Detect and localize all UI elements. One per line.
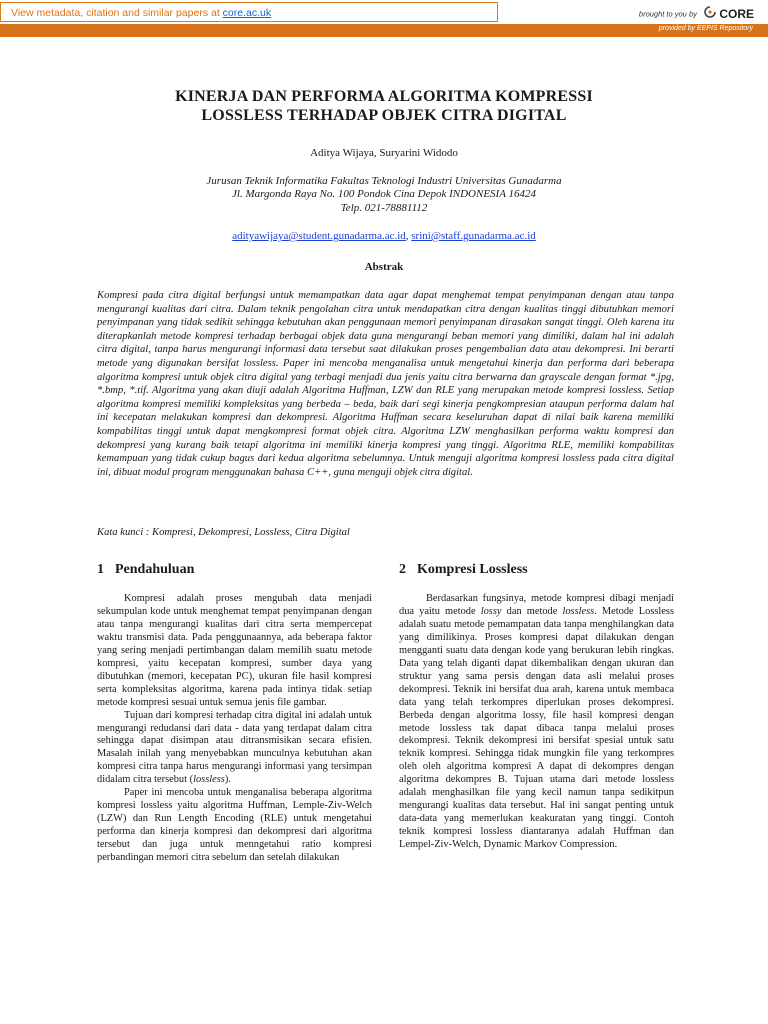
section2-para1-text-c: . Metode Lossless adalah suatu metode pemampatan data tanpa menghilangkan data yang dimilikinya. Proses kompresi dapat dilakukan dengan mengganti suatu data dengan kode yang berukuran lebih ringkas. Data yang telah diganti dapat dikembalikan dengan ukuran dan struktur yang sama persis dengan data asli melalui proses dekompresi. Teknik ini bersifat dua arah, karena untuk membaca data yang telah terkompres diperlukan proses dekompresi. Berbeda dengan algoritma lossy, file hasil kompresi dengan metode lossless tak dapat dibaca tanpa melalui proses dekompresi. Teknik dekompresi ini bersifat spesial untuk satu teknik kompresi. Sehingga tidak mungkin file yang terkompres oleh oleh algoritma kompresi A dapat di dekompres dengan algoritma dekompres B. Tujuan utama dari metode lossless adalah menghasilkan file yang kecil namun tanpa sedikitpun mengurangi kualitas data tersebut. Hal ini sangat penting untuk data-data yang memerlukan keakuratan yang tinggi. Contoh teknik kompresi lossless diantaranya adalah Huffman dan Lempel-Ziv-Welch, Dynamic Markov Compression. — [399, 605, 675, 851]
section2-para1-italic-1: lossy — [480, 605, 502, 617]
keywords: Kata kunci : Kompresi, Dekompresi, Lossless, Citra Digital — [97, 527, 350, 538]
section1-title: Pendahuluan — [115, 562, 195, 577]
email-separator: , — [405, 230, 409, 242]
affiliation-line3: Telp. 021-78881112 — [340, 202, 428, 214]
section1-para2-italic: lossless — [193, 774, 225, 786]
affiliation-line2: Jl. Margonda Raya No. 100 Pondok Cina Depok INDONESIA 16424 — [232, 188, 536, 200]
section2-para1 — [399, 593, 674, 852]
core-brand[interactable] — [639, 5, 754, 23]
section1-para2-text: Tujuan dari kompresi terhadap citra digital ini adalah untuk mengurangi redudansi dari data - data yang terdapat dalam citra sehingga dapat disimpan atau ditransmisikan secara efisien. Masalah inilah yang menyebabkan munculnya kebutuhan akan kompresi citra tanpa harus mengurangi informasi yang tersimpan didalam citra tersebut ( — [97, 709, 372, 786]
provided-by-text[interactable]: provided by EEPIS Repository — [658, 25, 753, 32]
metadata-text: View metadata, citation and similar papers at — [11, 7, 220, 19]
authors: Aditya Wijaya, Suryarini Widodo — [310, 147, 458, 159]
emails — [0, 230, 768, 242]
core-logo-icon — [704, 5, 716, 23]
section1-heading — [97, 562, 194, 578]
paper-title-line1: KINERJA DAN PERFORMA ALGORITMA KOMPRESSI — [175, 88, 593, 105]
provided-by-strip — [0, 24, 768, 37]
section2-body — [399, 593, 674, 852]
paper-title-line2: LOSSLESS TERHADAP OBJEK CITRA DIGITAL — [201, 107, 567, 124]
section2-title: Kompresi Lossless — [417, 562, 528, 577]
brought-by-text: brought to you by — [638, 9, 697, 19]
email-link-2[interactable]: srini@staff.gunadarma.ac.id — [411, 230, 536, 242]
section1-para3: Paper ini mencoba untuk menganalisa beberapa algoritma kompresi lossless yaitu algoritma Huffman, Lemple-Ziv-Welch (LZW) dan Run Length Encoding (RLE) untuk mengetahui performa dan kinerja kompresi dan dekompresi dari algoritma tersebut dan juga untuk menngetahui ratio kompresi perbandingan memori citra sebelum dan setelah dilakukan — [97, 787, 372, 864]
section2-para1-text-b: dan metode — [501, 605, 563, 617]
section1-number: 1 — [97, 562, 104, 577]
section2-number: 2 — [399, 562, 406, 577]
abstract-text: Kompresi pada citra digital berfungsi untuk memampatkan data agar dapat menghemat tempat penyimpanan dengan atau tanpa mengurangi kualitas dari citra. Dalam teknik pengolahan citra untuk mendapatkan citra dengan kualitas tinggi dibutuhkan memori penyimpanan yang tidak sedikit sehingga kebutuhan akan penggunaan memori penyimpanan dirasakan sangat tinggi. Oleh karena itu diterapkanlah metode kompresi terhadap berbagai objek data guna mengurangi beban memori yang dimiliki, dalam hal ini adalah citra digital, tanpa harus mengurangi informasi data tersebut saat dilakukan proses pengembalian data atau dekompresi. Ini berarti metode yang digunakan bersifat lossless. Paper ini mencoba menganalisa untuk mengetahui kinerja dan performa dari beberapa algoritma kompresi untuk objek citra digital yang terbagi menjadi dua jenis yaitu citra berwarna dan grayscale dengan format *.jpg, *.bmp, *.tif. Algoritma yang akan diuji adalah Algoritma Huffman, LZW dan RLE yang merupakan metode kompresi lossless. Setiap algoritma kompresi memiliki kompleksitas yang berbeda – beda, baik dari segi kinerja pengkompresian ataupun performa dalam hal ini kecepatan melakukan kompresi dan dekompresi. Algoritma Huffman secara keseluruhan dapat di nilai baik karena memiliki kompabilitas tinggi untuk dapat mengkompresi format objek citra. Algoritma LZW menghasilkan performa waktu kompresi dan dekompresi yang kurang baik tetapi algoritma ini memiliki kinerja kompresi yang tinggi. Algoritma RLE, memiliki kompabilitas kemampuan yang tidak cukup bagus dari kedua algoritma sebelumnya. Untuk menguji algoritma kompresi lossless pada citra digital ini, dibuat modul program menggunakan bahasa C++, guna menguji objek citra digital. — [97, 290, 674, 478]
abstract-heading: Abstrak — [364, 261, 404, 273]
affiliation-line1: Jurusan Teknik Informatika Fakultas Teknologi Industri Universitas Gunadarma — [206, 175, 562, 187]
core-logo-text: CORE — [719, 7, 754, 21]
section2-para1-italic-2: lossless — [562, 605, 595, 617]
section1-body — [97, 593, 372, 865]
section1-para2-end: ). — [224, 774, 231, 786]
section1-para2 — [97, 710, 372, 788]
metadata-link-box[interactable] — [0, 2, 498, 22]
email-link-1[interactable]: adityawijaya@student.gunadarma.ac.id — [232, 230, 406, 242]
section1-para1: Kompresi adalah proses mengubah data menjadi sekumpulan kode untuk menghemat tempat penyimpanan dengan atau tanpa mengurangi kualitas dari citra serta mempercepat waktu transmisi data. Pada penggunaannya, ada beberapa faktor yang sering menjadi pertimbangan dalam memilih suatu metode kompresi, yaitu kecepatan kompresi, sumber daya yang dibutuhkan (memori, kecepatan PC), ukuran file hasil kompresi serta kompleksitas algoritma, karena pada intinya tidak setiap metode kompresi sesuai untuk semua jenis file gambar. — [97, 593, 372, 708]
core-link[interactable]: core.ac.uk — [222, 7, 272, 19]
core-banner — [0, 0, 768, 24]
section2-para1-text-a: Berdasarkan fungsinya, metode kompresi dibagi menjadi dua yaitu metode — [399, 593, 674, 617]
section2-heading — [399, 562, 528, 578]
